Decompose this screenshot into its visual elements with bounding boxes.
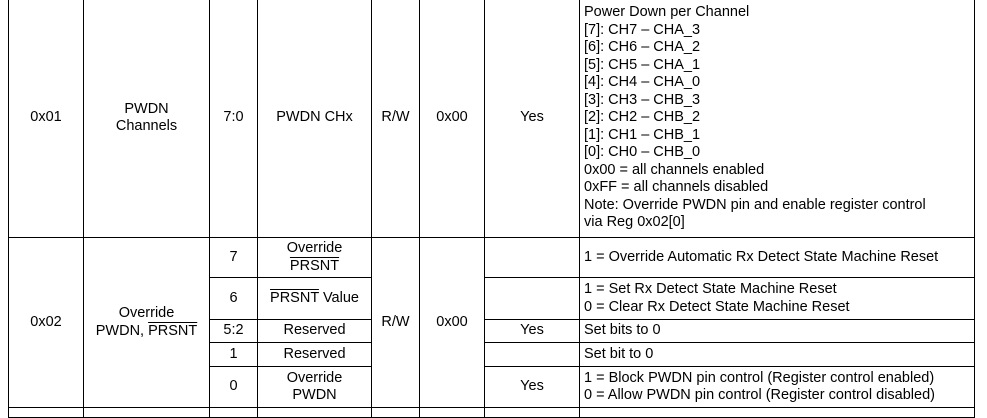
field-cell: PWDN CHx: [258, 0, 372, 238]
description-line: 0xFF = all channels disabled: [584, 179, 769, 196]
eeprom-cell: Yes: [485, 320, 580, 343]
field-cell: Reserved: [258, 343, 372, 367]
description-line: [4]: CH4 – CHA_0: [584, 74, 701, 91]
description-line: [7]: CH7 – CHA_3: [584, 21, 701, 38]
eeprom-cell: [485, 278, 580, 320]
register-row-0x02-bit7: [9, 238, 975, 278]
field-cell: [258, 367, 372, 408]
field-cell: [258, 278, 372, 320]
register-name-line: [87, 323, 206, 341]
description-cell: [580, 238, 975, 278]
description-line: [1]: CH1 – CHB_1: [584, 126, 701, 143]
description-cell: [580, 278, 975, 320]
description-line: Set bit to 0: [584, 345, 654, 362]
description-cell: [580, 367, 975, 408]
description-line: 1 = Override Automatic Rx Detect State Machine Reset: [584, 248, 939, 265]
field-line-overline: PRSNT: [289, 257, 340, 274]
description-line: [5]: CH5 – CHA_1: [584, 56, 701, 73]
description-line: [0]: CH0 – CHB_0: [584, 144, 701, 161]
description-cell: [580, 0, 975, 238]
description-cell: [580, 343, 975, 367]
eeprom-cell: [485, 238, 580, 278]
description-cell: [580, 320, 975, 343]
eeprom-cell: [485, 343, 580, 367]
description-line: via Reg 0x02[0]: [584, 214, 685, 231]
description-line: Power Down per Channel: [584, 4, 750, 21]
field-cell: [258, 238, 372, 278]
description-line: 0 = Clear Rx Detect State Machine Reset: [584, 298, 850, 315]
register-name-prsnt: PRSNT: [148, 322, 198, 339]
description-line: 1 = Block PWDN pin control (Register control enabled): [584, 369, 935, 386]
description-line: [2]: CH2 – CHB_2: [584, 109, 701, 126]
eeprom-cell: Yes: [485, 367, 580, 408]
description-line: Note: Override PWDN pin and enable register control: [584, 196, 926, 213]
access-cell: R/W: [372, 0, 420, 238]
register-name-pwdn: PWDN,: [95, 322, 149, 339]
bits-cell: 5:2: [210, 320, 258, 343]
description-line: [6]: CH6 – CHA_2: [584, 39, 701, 56]
register-name-line: Override: [118, 305, 175, 321]
field-line: PWDN: [292, 387, 337, 403]
register-name-line: PWDN: [124, 100, 169, 117]
description-line: 0 = Allow PWDN pin control (Register control disabled): [584, 387, 935, 403]
bits-cell: 1: [210, 343, 258, 367]
description-line: 0x00 = all channels enabled: [584, 161, 765, 178]
register-table-container: [8, 0, 975, 418]
bits-cell: 7: [210, 238, 258, 278]
register-name-line: Channels: [115, 118, 178, 134]
register-table: [8, 0, 975, 418]
register-name-cell: [84, 238, 210, 408]
default-cell: 0x00: [420, 238, 485, 408]
field-cell: Reserved: [258, 320, 372, 343]
register-row-next-partial: [9, 408, 975, 418]
field-line: Override: [286, 369, 343, 386]
description-line: Set bits to 0: [584, 322, 661, 339]
bits-cell: 6: [210, 278, 258, 320]
description-line: [3]: CH3 – CHB_3: [584, 91, 701, 108]
register-name-cell: [84, 0, 210, 238]
address-cell: 0x02: [9, 238, 84, 408]
bits-cell: 0: [210, 367, 258, 408]
field-line: Value: [318, 289, 359, 306]
description-line: 1 = Set Rx Detect State Machine Reset: [584, 281, 837, 297]
default-cell: 0x00: [420, 0, 485, 238]
eeprom-cell: Yes: [485, 0, 580, 238]
access-cell: R/W: [372, 238, 420, 408]
address-cell: 0x01: [9, 0, 84, 238]
field-line: Override: [286, 240, 343, 256]
register-row-0x01: [9, 0, 975, 238]
bits-cell: 7:0: [210, 0, 258, 238]
field-line-overline: PRSNT: [270, 289, 319, 306]
